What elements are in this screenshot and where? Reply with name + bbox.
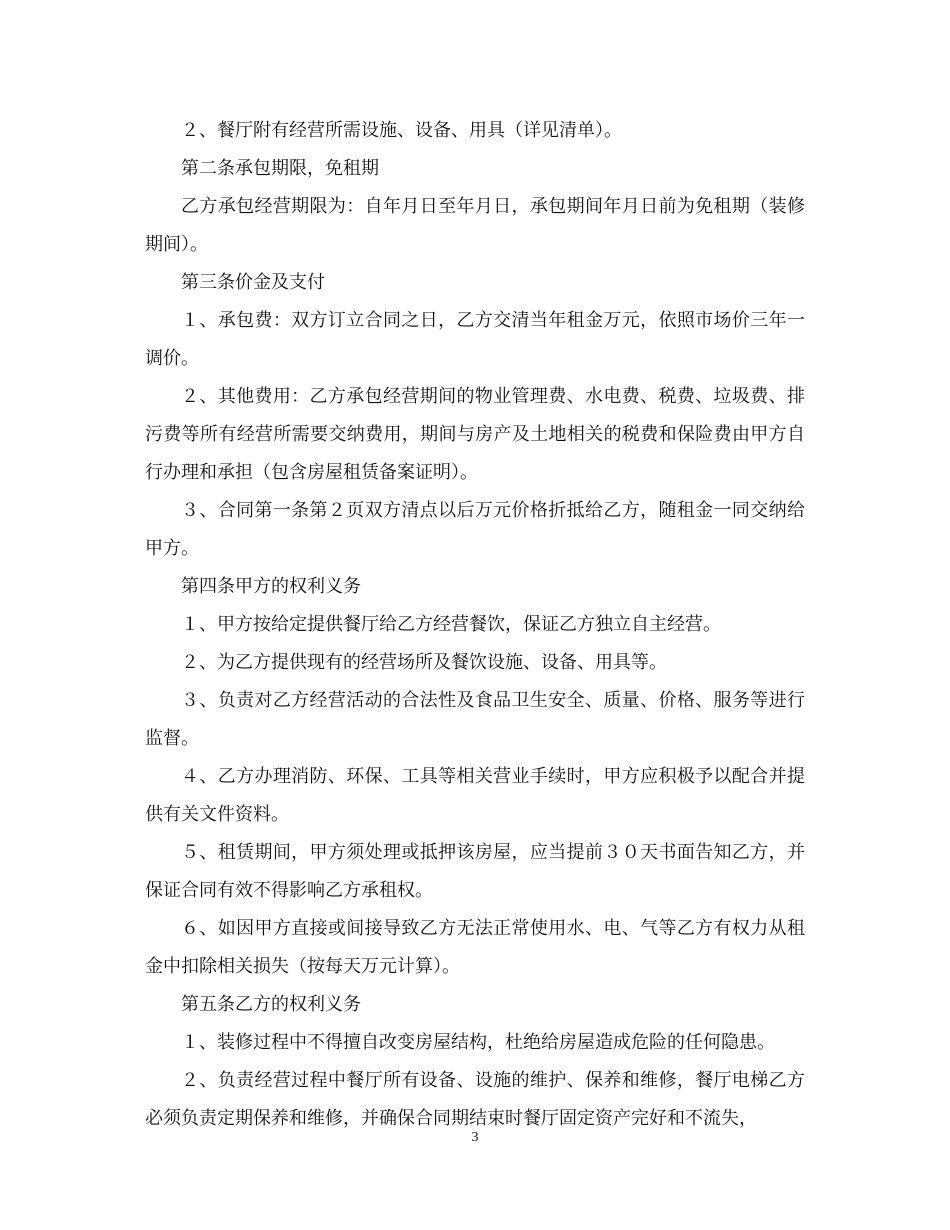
paragraph: ６、如因甲方直接或间接导致乙方无法正常使用水、电、气等乙方有权力从租金中扣除相关损失（按每天万元计算）。 (145, 918, 805, 977)
paragraph: ３、合同第一条第２页双方清点以后万元价格折抵给乙方，随租金一同交纳给甲方。 (145, 500, 805, 559)
paragraph: ３、负责对乙方经营活动的合法性及食品卫生安全、质量、价格、服务等进行监督。 (145, 690, 805, 749)
section-heading: 第二条承包期限，免租期 (181, 158, 379, 179)
document-body (145, 112, 805, 1138)
page-number: 3 (471, 1130, 479, 1145)
paragraph: ２、餐厅附有经营所需设施、设备、用具（详见清单）。 (181, 120, 622, 141)
paragraph: ２、负责经营过程中餐厅所有设备、设施的维护、保养和维修，餐厅电梯乙方必须负责定期保养和维修，并确保合同期结束时餐厅固定资产完好和不流失， (145, 1070, 805, 1129)
paragraph: ２、其他费用：乙方承包经营期间的物业管理费、水电费、税费、垃圾费、排污费等所有经营所需要交纳费用，期间与房产及土地相关的税费和保险费由甲方自行办理和承担（包含房屋租赁备案证明）。 (145, 386, 805, 483)
section-heading: 第五条乙方的权利义务 (181, 994, 361, 1015)
paragraph: １、装修过程中不得擅自改变房屋结构，杜绝给房屋造成危险的任何隐患。 (181, 1032, 775, 1053)
section-heading: 第三条价金及支付 (181, 272, 325, 293)
paragraph: 乙方承包经营期限为：自年月日至年月日，承包期间年月日前为免租期（装修期间）。 (145, 196, 805, 255)
paragraph: １、甲方按给定提供餐厅给乙方经营餐饮，保证乙方独立自主经营。 (181, 614, 721, 635)
paragraph: ５、租赁期间，甲方须处理或抵押该房屋，应当提前３０天书面告知乙方，并保证合同有效不得影响乙方承租权。 (145, 842, 805, 901)
section-heading: 第四条甲方的权利义务 (181, 576, 361, 597)
paragraph: ４、乙方办理消防、环保、工具等相关营业手续时，甲方应积极予以配合并提供有关文件资料。 (145, 766, 805, 825)
paragraph: ２、为乙方提供现有的经营场所及餐饮设施、设备、用具等。 (181, 652, 667, 673)
paragraph: １、承包费：双方订立合同之日，乙方交清当年租金万元，依照市场价三年一调价。 (145, 310, 805, 369)
